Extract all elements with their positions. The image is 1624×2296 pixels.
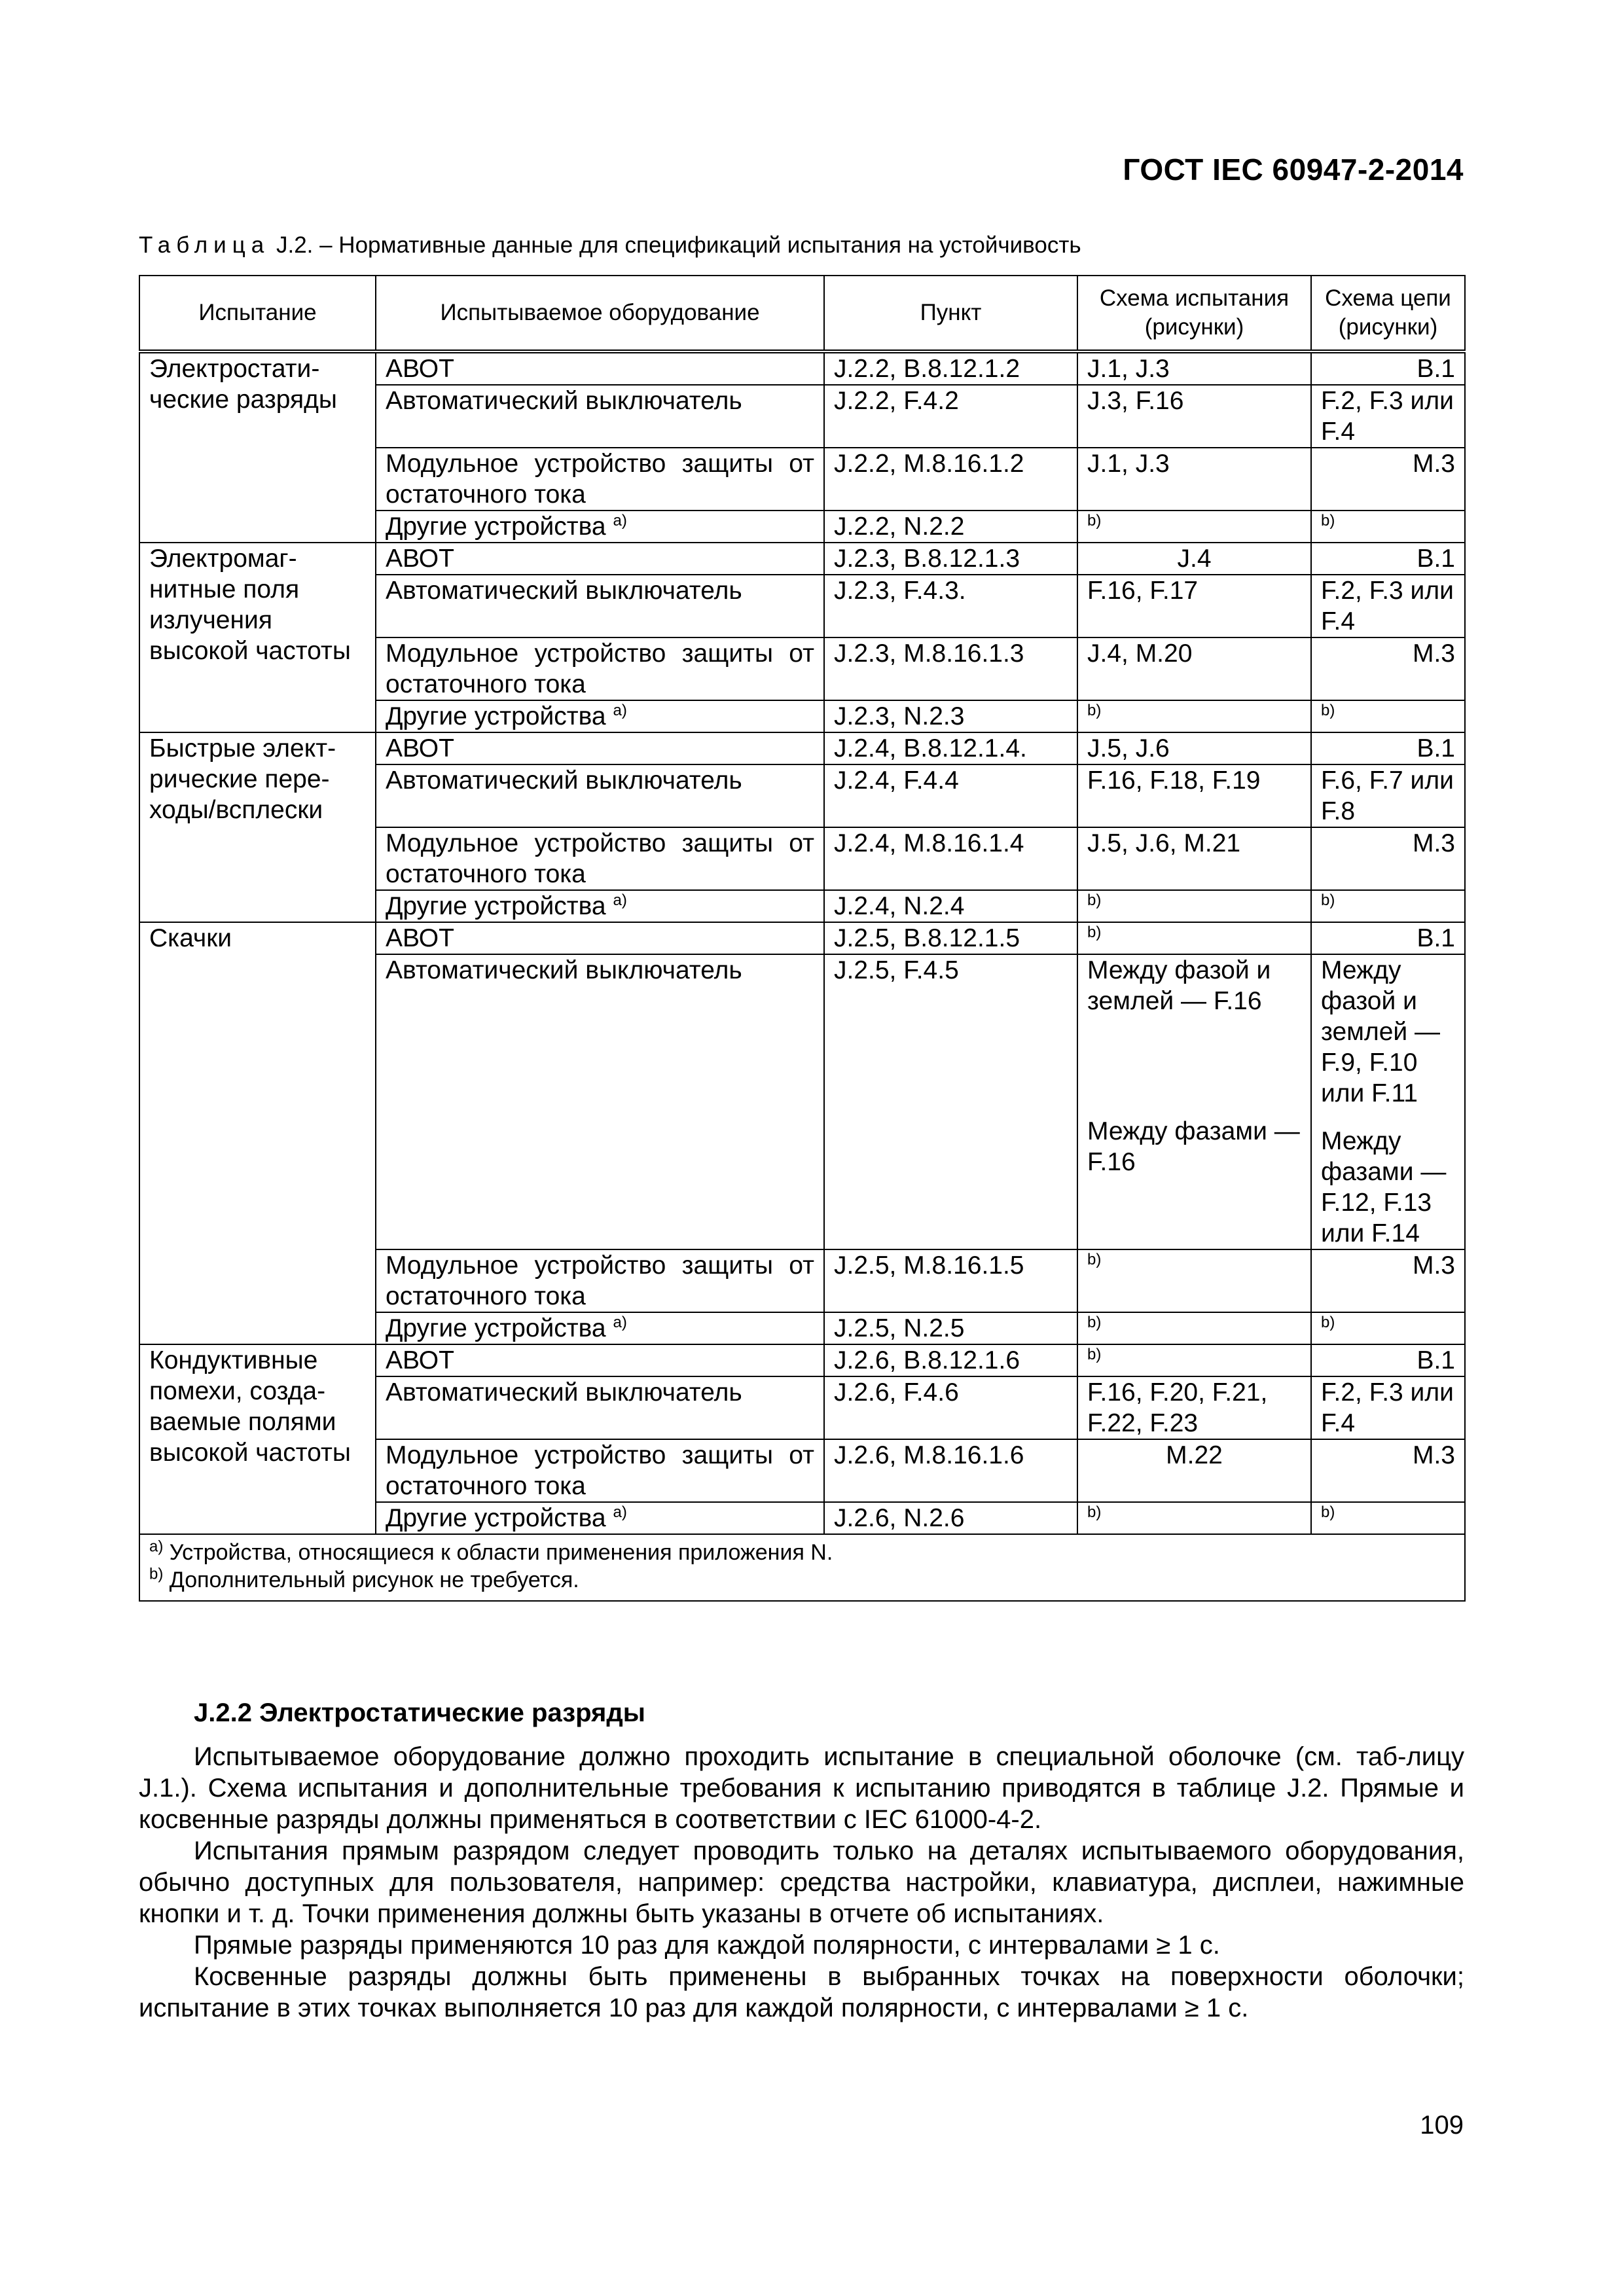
clause-cell: J.2.2, N.2.2 [824, 511, 1077, 543]
column-header: Испытываемое оборудование [376, 276, 824, 351]
equipment-cell [376, 1344, 824, 1376]
table-notes [139, 1534, 1465, 1601]
clause-cell: J.2.2, F.4.2 [824, 385, 1077, 448]
scheme-cell: J.1, J.3 [1077, 448, 1311, 511]
circuit-cell: M.3 [1311, 637, 1465, 700]
clause-cell: J.2.6, N.2.6 [824, 1502, 1077, 1534]
equipment-text: Модульное устройство защиты от остаточного тока [386, 639, 814, 698]
circuit-cell: F.2, F.3 или F.4 [1311, 575, 1465, 637]
scheme-footnote-cell: b) [1077, 1312, 1311, 1344]
clause-cell: J.2.4, B.8.12.1.4. [824, 732, 1077, 764]
table-header-row [139, 276, 1465, 351]
equipment-text: Автоматический выключатель [386, 766, 742, 795]
clause-cell: J.2.6, F.4.6 [824, 1376, 1077, 1439]
equipment-text: Другие устройства [386, 702, 606, 730]
clause-cell: J.2.6, M.8.16.1.6 [824, 1439, 1077, 1502]
circuit-cell: B.1 [1311, 732, 1465, 764]
test-type-cell: Электромаг-нитные поля излучения высокой частоты [139, 543, 376, 732]
test-type-cell: Электростати-ческие разряды [139, 351, 376, 543]
body-paragraph: Испытываемое оборудование должно проходить испытание в специальной оболочке (см. таб-лицу J.1.). Схема испытания и дополнительные требования к испытанию приводятся в таблице J.2. Прямые и косвенные разряды должны применяться в соответствии с IEC 61000-4-2. [139, 1742, 1464, 1834]
scheme-footnote-cell: b) [1077, 890, 1311, 922]
clause-cell: J.2.3, N.2.3 [824, 700, 1077, 732]
equipment-text: Автоматический выключатель [386, 577, 742, 605]
note-mark: b) [149, 1565, 164, 1583]
circuit-text: Между фазой и землей — F.9, F.10 или F.11 [1321, 956, 1441, 1107]
circuit-footnote-cell: b) [1311, 700, 1465, 732]
footnote-mark: a) [613, 891, 627, 909]
circuit-cell: M.3 [1311, 1439, 1465, 1502]
equipment-text: Модульное устройство защиты от остаточного тока [386, 450, 814, 509]
circuit-footnote-cell: b) [1311, 890, 1465, 922]
clause-cell: J.2.5, F.4.5 [824, 954, 1077, 1249]
equipment-text: Автоматический выключатель [386, 387, 742, 415]
clause-cell: J.2.3, M.8.16.1.3 [824, 637, 1077, 700]
table-body [139, 351, 1465, 1534]
clause-cell: J.2.5, M.8.16.1.5 [824, 1249, 1077, 1312]
equipment-text: Модульное устройство защиты от остаточного тока [386, 829, 814, 888]
equipment-cell [376, 1502, 824, 1534]
section-body [139, 1741, 1464, 2024]
table-row [139, 732, 1465, 764]
equipment-cell [376, 575, 824, 637]
table-note [149, 1566, 1455, 1594]
equipment-text: АВОТ [386, 924, 454, 952]
table-row [139, 922, 1465, 954]
equipment-cell [376, 1249, 824, 1312]
circuit-footnote-cell: b) [1311, 511, 1465, 543]
equipment-cell [376, 543, 824, 575]
equipment-text: Автоматический выключатель [386, 956, 742, 984]
equipment-text: Другие устройства [386, 1504, 606, 1532]
scheme-cell: F.16, F.20, F.21, F.22, F.23 [1077, 1376, 1311, 1439]
circuit-cell: B.1 [1311, 1344, 1465, 1376]
circuit-text: Между фазами — F.12, F.13 или F.14 [1321, 1127, 1447, 1247]
column-header: Схема испытания (рисунки) [1077, 276, 1311, 351]
scheme-cell: J.5, J.6, M.21 [1077, 827, 1311, 890]
footnote-mark: a) [613, 1314, 627, 1331]
clause-cell: J.2.6, B.8.12.1.6 [824, 1344, 1077, 1376]
table-row [139, 351, 1465, 385]
equipment-text: АВОТ [386, 545, 454, 573]
table-row [139, 1344, 1465, 1376]
clause-cell: J.2.3, B.8.12.1.3 [824, 543, 1077, 575]
equipment-cell [376, 827, 824, 890]
circuit-cell: M.3 [1311, 827, 1465, 890]
equipment-cell [376, 764, 824, 827]
scheme-footnote-cell: b) [1077, 1502, 1311, 1534]
document-id: ГОСТ IEC 60947-2-2014 [1123, 152, 1464, 187]
equipment-cell [376, 890, 824, 922]
clause-cell: J.2.4, F.4.4 [824, 764, 1077, 827]
scheme-cell: F.16, F.18, F.19 [1077, 764, 1311, 827]
circuit-footnote-cell: b) [1311, 1502, 1465, 1534]
table-notes-row [139, 1534, 1465, 1601]
scheme-footnote-cell: b) [1077, 1249, 1311, 1312]
clause-cell: J.2.2, M.8.16.1.2 [824, 448, 1077, 511]
table-note [149, 1539, 1455, 1566]
equipment-cell [376, 351, 824, 385]
scheme-footnote-cell: b) [1077, 922, 1311, 954]
equipment-text: АВОТ [386, 1346, 454, 1374]
circuit-cell: F.2, F.3 или F.4 [1311, 1376, 1465, 1439]
equipment-cell [376, 922, 824, 954]
scheme-cell: M.22 [1077, 1439, 1311, 1502]
scheme-cell: F.16, F.17 [1077, 575, 1311, 637]
table-caption-text: J.2. – Нормативные данные для спецификаций испытания на устойчивость [276, 232, 1081, 258]
body-paragraph: Косвенные разряды должны быть применены в выбранных точках на поверхности оболочки; испытание в этих точках выполняется 10 раз для каждой полярности, с интервалами ≥ 1 с. [139, 1962, 1464, 2022]
clause-cell: J.2.2, B.8.12.1.2 [824, 351, 1077, 385]
note-text: Устройства, относящиеся к области применения приложения N. [169, 1540, 833, 1565]
circuit-cell: F.2, F.3 или F.4 [1311, 385, 1465, 448]
footnote-mark: a) [613, 512, 627, 529]
clause-cell: J.2.4, M.8.16.1.4 [824, 827, 1077, 890]
equipment-text: АВОТ [386, 355, 454, 383]
equipment-text: Модульное устройство защиты от остаточного тока [386, 1251, 814, 1310]
scheme-footnote-cell: b) [1077, 511, 1311, 543]
equipment-text: Модульное устройство защиты от остаточного тока [386, 1441, 814, 1500]
column-header: Испытание [139, 276, 376, 351]
equipment-text: АВОТ [386, 734, 454, 762]
scheme-cell: J.4 [1077, 543, 1311, 575]
table-row [139, 543, 1465, 575]
equipment-text: Другие устройства [386, 512, 606, 541]
spec-table [139, 275, 1466, 1602]
table-caption [139, 232, 1081, 259]
circuit-cell: M.3 [1311, 448, 1465, 511]
column-header: Пункт [824, 276, 1077, 351]
body-paragraph: Испытания прямым разрядом следует проводить только на деталях испытываемого оборудования, обычно доступных для пользователя, например: средства настройки, клавиатура, дисплеи, нажимные кнопки и т. д. Точки применения должны быть указаны в отчете об испытаниях. [139, 1837, 1464, 1928]
test-type-cell: Быстрые элект-рические пере-ходы/всплески [139, 732, 376, 922]
scheme-cell: J.3, F.16 [1077, 385, 1311, 448]
equipment-cell [376, 385, 824, 448]
footnote-mark: a) [613, 1503, 627, 1521]
equipment-cell [376, 1439, 824, 1502]
equipment-cell [376, 700, 824, 732]
section-heading: J.2.2 Электростатические разряды [194, 1698, 645, 1727]
scheme-text: Между фазой и землей — F.16 [1087, 956, 1271, 1015]
column-header: Схема цепи (рисунки) [1311, 276, 1465, 351]
scheme-footnote-cell: b) [1077, 1344, 1311, 1376]
circuit-footnote-cell: b) [1311, 1312, 1465, 1344]
scheme-cell: J.5, J.6 [1077, 732, 1311, 764]
table-caption-label: Таблица [139, 232, 270, 258]
circuit-cell: F.6, F.7 или F.8 [1311, 764, 1465, 827]
equipment-cell [376, 954, 824, 1249]
scheme-text: Между фазами — F.16 [1087, 1117, 1300, 1176]
equipment-cell [376, 637, 824, 700]
footnote-mark: a) [613, 702, 627, 719]
circuit-cell: B.1 [1311, 543, 1465, 575]
equipment-cell [376, 1312, 824, 1344]
circuit-cell: B.1 [1311, 351, 1465, 385]
note-text: Дополнительный рисунок не требуется. [169, 1568, 579, 1592]
circuit-cell: M.3 [1311, 1249, 1465, 1312]
test-type-cell: Кондуктивные помехи, созда-ваемые полями высокой частоты [139, 1344, 376, 1534]
circuit-cell: B.1 [1311, 922, 1465, 954]
equipment-text: Автоматический выключатель [386, 1378, 742, 1407]
equipment-cell [376, 511, 824, 543]
scheme-cell: J.1, J.3 [1077, 351, 1311, 385]
circuit-cell [1311, 954, 1465, 1249]
scheme-cell: J.4, M.20 [1077, 637, 1311, 700]
equipment-cell [376, 732, 824, 764]
clause-cell: J.2.4, N.2.4 [824, 890, 1077, 922]
note-mark: a) [149, 1537, 164, 1556]
test-type-cell: Скачки [139, 922, 376, 1344]
equipment-cell [376, 448, 824, 511]
scheme-footnote-cell: b) [1077, 700, 1311, 732]
body-paragraph: Прямые разряды применяются 10 раз для каждой полярности, с интервалами ≥ 1 с. [194, 1931, 1220, 1960]
page-number: 109 [1420, 2111, 1464, 2140]
clause-cell: J.2.5, N.2.5 [824, 1312, 1077, 1344]
equipment-text: Другие устройства [386, 892, 606, 920]
equipment-cell [376, 1376, 824, 1439]
clause-cell: J.2.5, B.8.12.1.5 [824, 922, 1077, 954]
scheme-cell [1077, 954, 1311, 1249]
clause-cell: J.2.3, F.4.3. [824, 575, 1077, 637]
equipment-text: Другие устройства [386, 1314, 606, 1342]
